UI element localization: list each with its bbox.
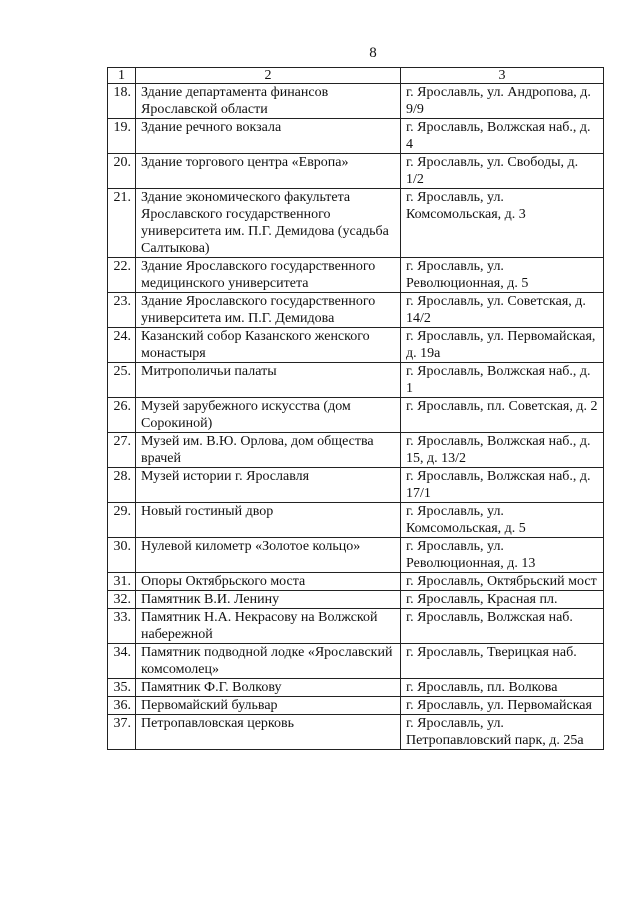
- table-row: [108, 119, 604, 154]
- cell-address: г. Ярославль, ул. Свободы, д. 1/2: [401, 154, 604, 189]
- cell-object-name: Здание департамента финансов Ярославской области: [136, 84, 401, 119]
- cell-address: г. Ярославль, ул. Советская, д. 14/2: [401, 293, 604, 328]
- table-header-row: [108, 68, 604, 84]
- cell-object-name: Здание речного вокзала: [136, 119, 401, 154]
- table-row: [108, 398, 604, 433]
- cell-number: 21.: [108, 189, 136, 258]
- cell-object-name: Здание Ярославского государственного университета им. П.Г. Демидова: [136, 293, 401, 328]
- cell-object-name: Здание торгового центра «Европа»: [136, 154, 401, 189]
- cell-address: г. Ярославль, ул. Петропавловский парк, д. 25а: [401, 715, 604, 750]
- cell-object-name: Музей истории г. Ярославля: [136, 468, 401, 503]
- cell-number: 35.: [108, 679, 136, 697]
- cell-object-name: Митрополичьи палаты: [136, 363, 401, 398]
- table-row: [108, 609, 604, 644]
- table-row: [108, 573, 604, 591]
- table-row: [108, 84, 604, 119]
- cell-number: 27.: [108, 433, 136, 468]
- cell-number: 31.: [108, 573, 136, 591]
- cell-number: 23.: [108, 293, 136, 328]
- cell-object-name: Музей зарубежного искусства (дом Сорокиной): [136, 398, 401, 433]
- cell-number: 19.: [108, 119, 136, 154]
- cell-object-name: Памятник В.И. Ленину: [136, 591, 401, 609]
- cell-address: г. Ярославль, Тверицкая наб.: [401, 644, 604, 679]
- table-row: [108, 189, 604, 258]
- cell-address: г. Ярославль, ул. Революционная, д. 13: [401, 538, 604, 573]
- cell-object-name: Музей им. В.Ю. Орлова, дом общества врачей: [136, 433, 401, 468]
- column-header-address: 3: [401, 68, 604, 84]
- table-row: [108, 433, 604, 468]
- page-number: 8: [369, 45, 377, 61]
- cell-address: г. Ярославль, Волжская наб., д. 17/1: [401, 468, 604, 503]
- column-header-number: 1: [108, 68, 136, 84]
- cell-number: 32.: [108, 591, 136, 609]
- cell-number: 26.: [108, 398, 136, 433]
- cell-object-name: Петропавловская церковь: [136, 715, 401, 750]
- cell-object-name: Первомайский бульвар: [136, 697, 401, 715]
- table-row: [108, 697, 604, 715]
- cell-address: г. Ярославль, ул. Первомайская: [401, 697, 604, 715]
- cell-object-name: Казанский собор Казанского женского монастыря: [136, 328, 401, 363]
- column-header-name: 2: [136, 68, 401, 84]
- table-row: [108, 591, 604, 609]
- cell-address: г. Ярославль, Красная пл.: [401, 591, 604, 609]
- cell-object-name: Новый гостиный двор: [136, 503, 401, 538]
- cell-number: 29.: [108, 503, 136, 538]
- table-row: [108, 538, 604, 573]
- cell-number: 37.: [108, 715, 136, 750]
- cell-object-name: Здание экономического факультета Ярославского государственного университета им. П.Г. Демидова (усадьба Салтыкова): [136, 189, 401, 258]
- registry-table: [107, 67, 604, 750]
- cell-address: г. Ярославль, ул. Комсомольская, д. 5: [401, 503, 604, 538]
- cell-number: 28.: [108, 468, 136, 503]
- cell-address: г. Ярославль, пл. Волкова: [401, 679, 604, 697]
- cell-address: г. Ярославль, ул. Комсомольская, д. 3: [401, 189, 604, 258]
- cell-object-name: Памятник Н.А. Некрасову на Волжской набережной: [136, 609, 401, 644]
- table-row: [108, 328, 604, 363]
- cell-address: г. Ярославль, ул. Революционная, д. 5: [401, 258, 604, 293]
- cell-address: г. Ярославль, Волжская наб., д. 4: [401, 119, 604, 154]
- table-row: [108, 363, 604, 398]
- cell-address: г. Ярославль, Волжская наб.: [401, 609, 604, 644]
- table-row: [108, 679, 604, 697]
- cell-object-name: Опоры Октябрьского моста: [136, 573, 401, 591]
- cell-number: 36.: [108, 697, 136, 715]
- cell-object-name: Памятник Ф.Г. Волкову: [136, 679, 401, 697]
- cell-number: 33.: [108, 609, 136, 644]
- cell-object-name: Здание Ярославского государственного медицинского университета: [136, 258, 401, 293]
- registry-table-body: [108, 68, 604, 750]
- table-row: [108, 715, 604, 750]
- table-row: [108, 258, 604, 293]
- table-row: [108, 293, 604, 328]
- cell-object-name: Нулевой километр «Золотое кольцо»: [136, 538, 401, 573]
- cell-address: г. Ярославль, Волжская наб., д. 1: [401, 363, 604, 398]
- cell-number: 22.: [108, 258, 136, 293]
- cell-number: 34.: [108, 644, 136, 679]
- cell-address: г. Ярославль, ул. Первомайская, д. 19а: [401, 328, 604, 363]
- cell-number: 24.: [108, 328, 136, 363]
- cell-address: г. Ярославль, ул. Андропова, д. 9/9: [401, 84, 604, 119]
- cell-object-name: Памятник подводной лодке «Ярославский комсомолец»: [136, 644, 401, 679]
- table-row: [108, 503, 604, 538]
- table-row: [108, 644, 604, 679]
- table-row: [108, 154, 604, 189]
- cell-number: 18.: [108, 84, 136, 119]
- cell-number: 25.: [108, 363, 136, 398]
- cell-number: 30.: [108, 538, 136, 573]
- cell-address: г. Ярославль, пл. Советская, д. 2: [401, 398, 604, 433]
- table-row: [108, 468, 604, 503]
- cell-number: 20.: [108, 154, 136, 189]
- cell-address: г. Ярославль, Волжская наб., д. 15, д. 13/2: [401, 433, 604, 468]
- cell-address: г. Ярославль, Октябрьский мост: [401, 573, 604, 591]
